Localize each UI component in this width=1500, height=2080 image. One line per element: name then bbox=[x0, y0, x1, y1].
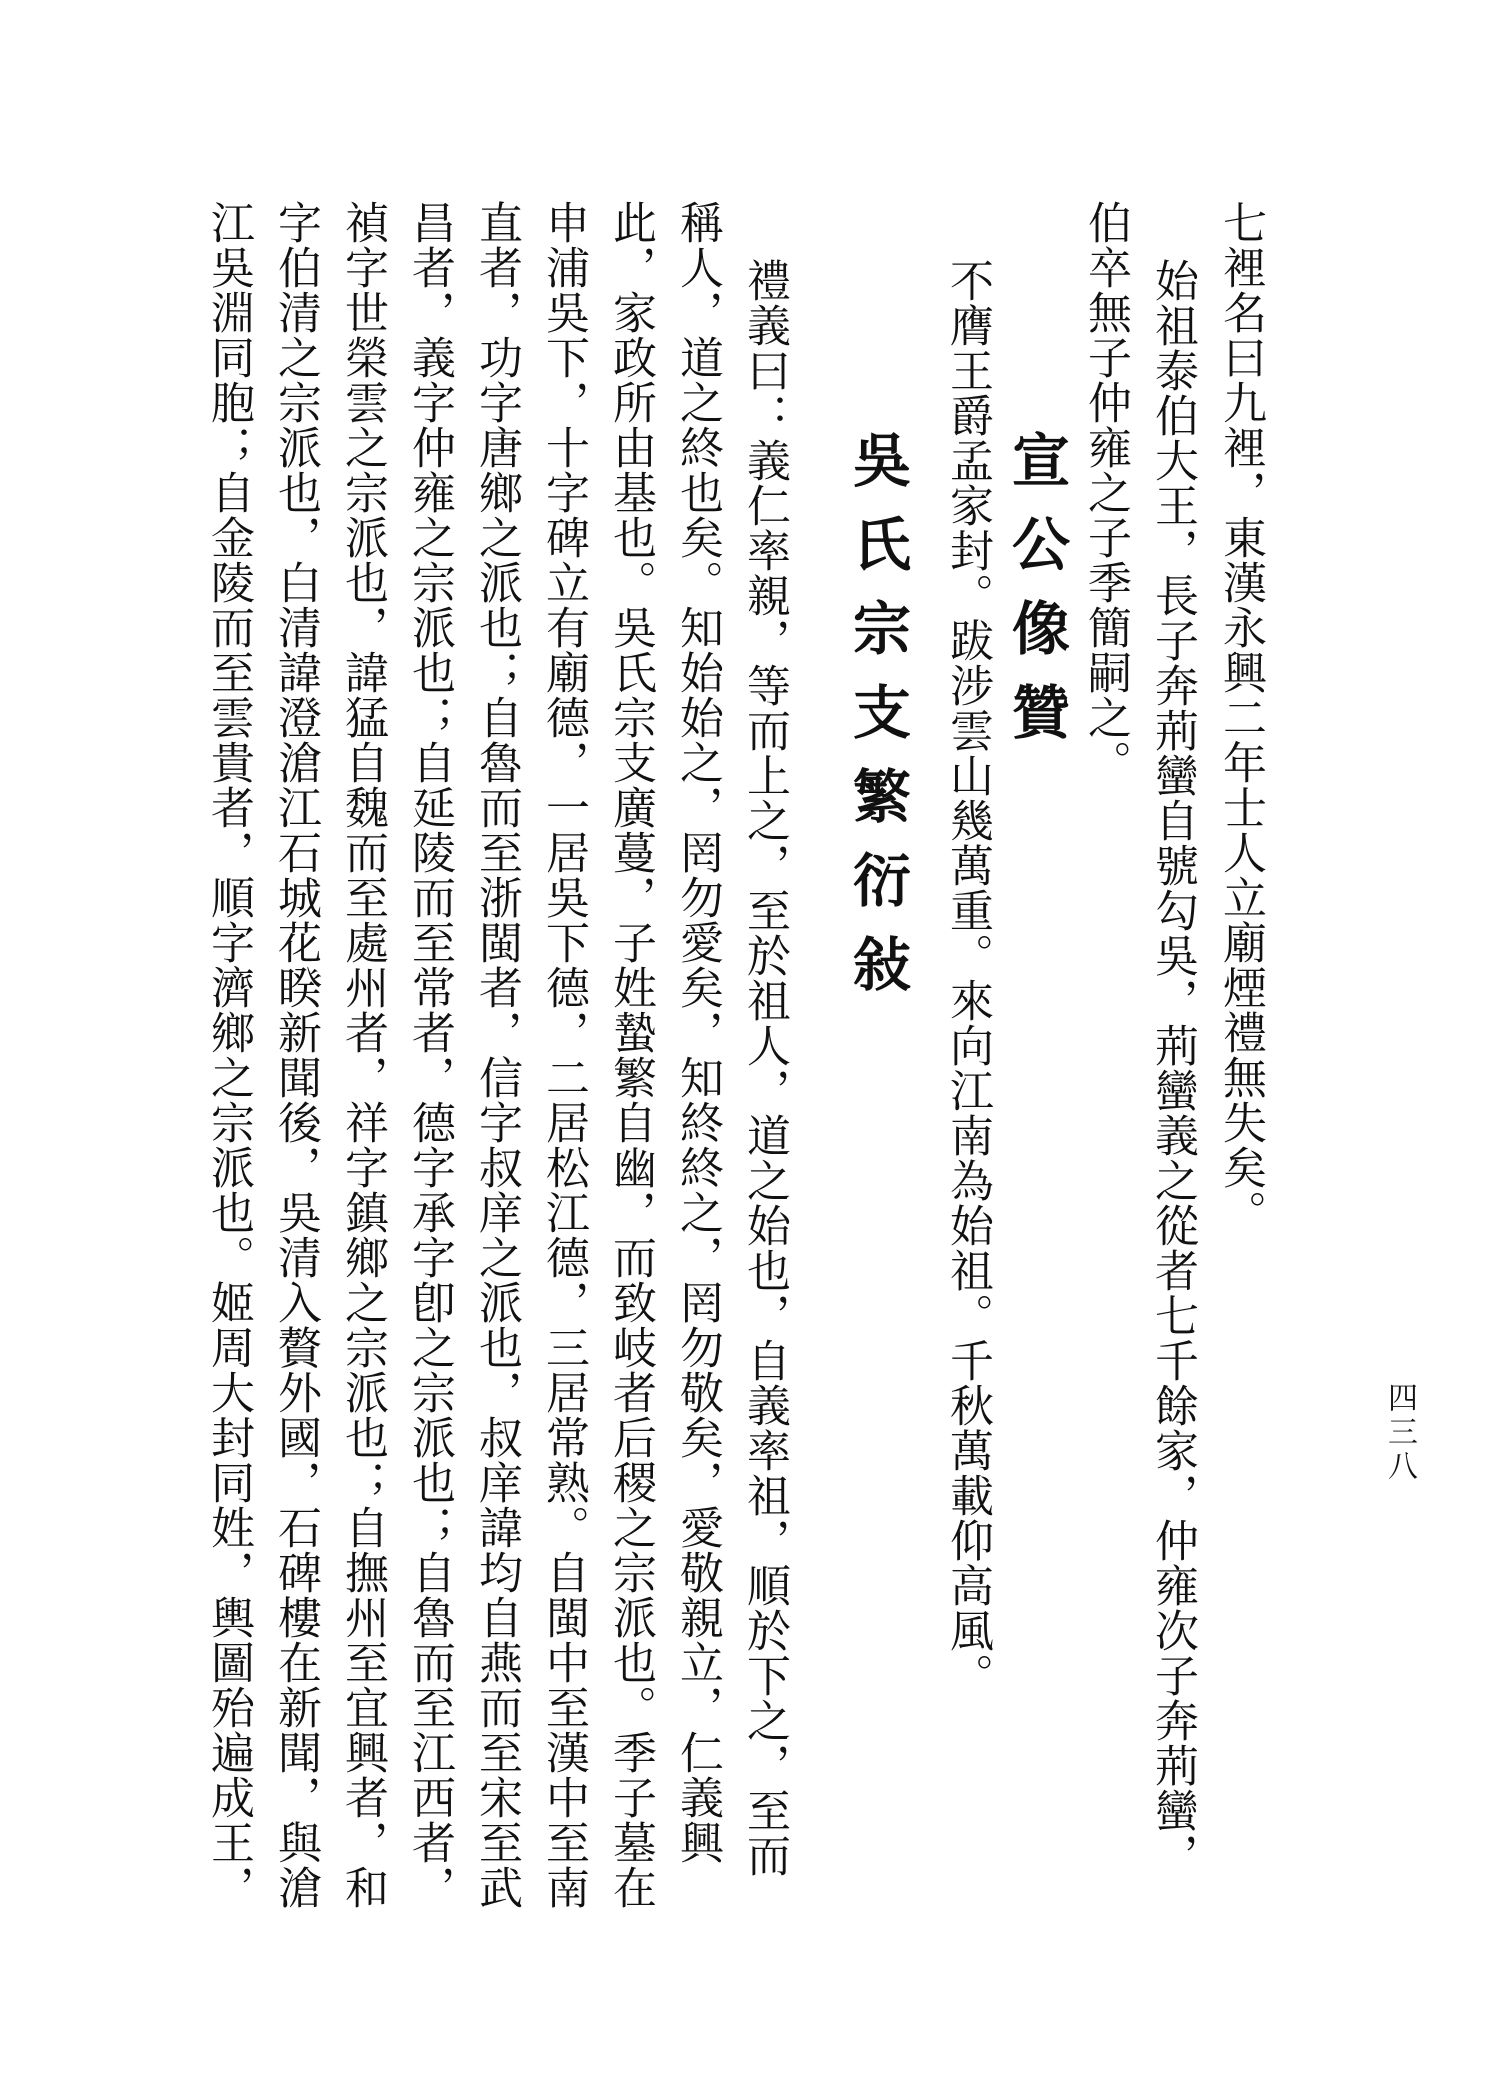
text-column-10: 申浦吳下，十字碑立有廟德，一居吳下德，二居松江德，三居常熟。自閩中至漢中至南 bbox=[538, 200, 589, 1910]
page-number: 四三八 bbox=[1382, 1382, 1417, 1484]
section-heading-wushi: 吳氏宗支繁衍敍 bbox=[843, 430, 911, 1018]
text-column-verse: 不膺王爵孟家封。跋涉雲山幾萬重。來向江南為始祖。千秋萬載仰高風。 bbox=[942, 258, 993, 1698]
text-column-11: 直者，功字唐鄉之派也；自魯而至浙閩者，信字叔庠之派也，叔庠諱均自燕而至宋至武 bbox=[471, 200, 522, 1910]
text-column-3: 伯卒無子仲雍之子季簡嗣之。 bbox=[1080, 200, 1131, 785]
text-column-12: 昌者，義字仲雍之宗派也；自延陵而至常者，德字承字卽之宗派也；自魯而至江西者， bbox=[404, 200, 455, 1910]
text-column-7: 禮義曰：義仁率親，等而上之，至於祖人，道之始也，自義率祖，順於下之，至而 bbox=[739, 258, 790, 1878]
text-column-15: 江吳淵同胞；自金陵而至雲貴者，順字濟鄉之宗派也。姬周大封同姓，輿圖殆遍成王， bbox=[203, 200, 254, 1910]
text-column-2: 始祖泰伯大王，長子奔荊蠻自號勾吳，荊蠻義之從者七千餘家，仲雍次子奔荊蠻， bbox=[1147, 258, 1198, 1878]
text-column-8: 稱人，道之終也矣。知始始之，罔勿愛矣，知終終之，罔勿敬矣，愛敬親立，仁義興 bbox=[672, 200, 723, 1865]
text-column-14: 字伯清之宗派也，白清諱澄滄江石城花睽新聞後，吳清入贅外國，石碑樓在新聞，與滄 bbox=[270, 200, 321, 1910]
text-column-9: 此，家政所由基也。吳氏宗支廣蔓，子姓蟄繁自幽，而致岐者后稷之宗派也。季子墓在 bbox=[605, 200, 656, 1910]
text-column-13: 禎字世榮雲之宗派也，諱猛自魏而至處州者，祥字鎮鄉之宗派也；自撫州至宜興者，和 bbox=[337, 200, 388, 1910]
text-column-1: 七裡名曰九裡，東漢永興二年士人立廟煙禮無失矣。 bbox=[1215, 200, 1266, 1235]
section-heading-xuangong: 宣公像贊 bbox=[1002, 430, 1070, 766]
